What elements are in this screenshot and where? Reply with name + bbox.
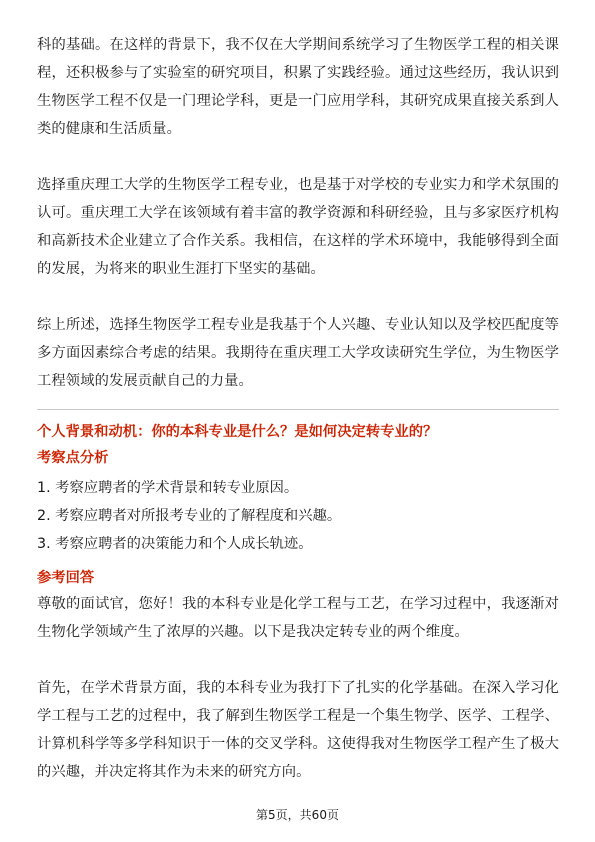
intro-section xyxy=(37,31,559,395)
analysis-heading: 考察点分析 xyxy=(37,450,109,466)
intro-paragraph-2: 选择重庆理工大学的生物医学工程专业，也是基于对学校的专业实力和学术氛围的认可。重庆理工大学在该领域有着丰富的教学资源和科研经验，且与多家医疗机构和高新技术企业建立了合作关系。我相信，在这样的学术环境中，我能够得到全面的发展，为将来的职业生涯打下坚实的基础。 xyxy=(37,177,559,277)
question-title: 个人背景和动机：你的本科专业是什么？是如何决定转专业的？ xyxy=(37,424,438,440)
intro-paragraph-1: 科的基础。在这样的背景下，我不仅在大学期间系统学习了生物医学工程的相关课程，还积极参与了实验室的研究项目，积累了实践经验。通过这些经历，我认识到生物医学工程不仅是一门理论学科，更是一门应用学科，其研究成果直接关系到人类的健康和生活质量。 xyxy=(37,37,559,137)
answer-paragraph-1: 尊敬的面试官，您好！我的本科专业是化学工程与工艺，在学习过程中，我逐渐对生物化学领域产生了浓厚的兴趣。以下是我决定转专业的两个维度。 xyxy=(37,596,559,640)
analysis-point-3: 3. 考察应聘者的决策能力和个人成长轨迹。 xyxy=(37,536,313,552)
analysis-point-1: 1. 考察应聘者的学术背景和转专业原因。 xyxy=(37,480,299,496)
answer-heading: 参考回答 xyxy=(37,570,95,586)
section-divider xyxy=(37,409,559,410)
analysis-list xyxy=(37,474,559,558)
document-page xyxy=(37,31,559,786)
intro-paragraph-3: 综上所述，选择生物医学工程专业是我基于个人兴趣、专业认知以及学校匹配度等多方面因素综合考虑的结果。我期待在重庆理工大学攻读研究生学位，为生物医学工程领域的发展贡献自己的力量。 xyxy=(37,317,559,389)
answer-body xyxy=(37,590,559,786)
answer-paragraph-2: 首先，在学术背景方面，我的本科专业为我打下了扎实的化学基础。在深入学习化学工程与工艺的过程中，我了解到生物医学工程是一个集生物学、医学、工程学、计算机科学等多学科知识于一体的交叉学科。这使得我对生物医学工程产生了极大的兴趣，并决定将其作为未来的研究方向。 xyxy=(37,680,559,780)
page-footer: 第5页，共60页 xyxy=(256,808,339,822)
analysis-point-2: 2. 考察应聘者对所报考专业的了解程度和兴趣。 xyxy=(37,508,342,524)
question-section xyxy=(37,420,559,786)
